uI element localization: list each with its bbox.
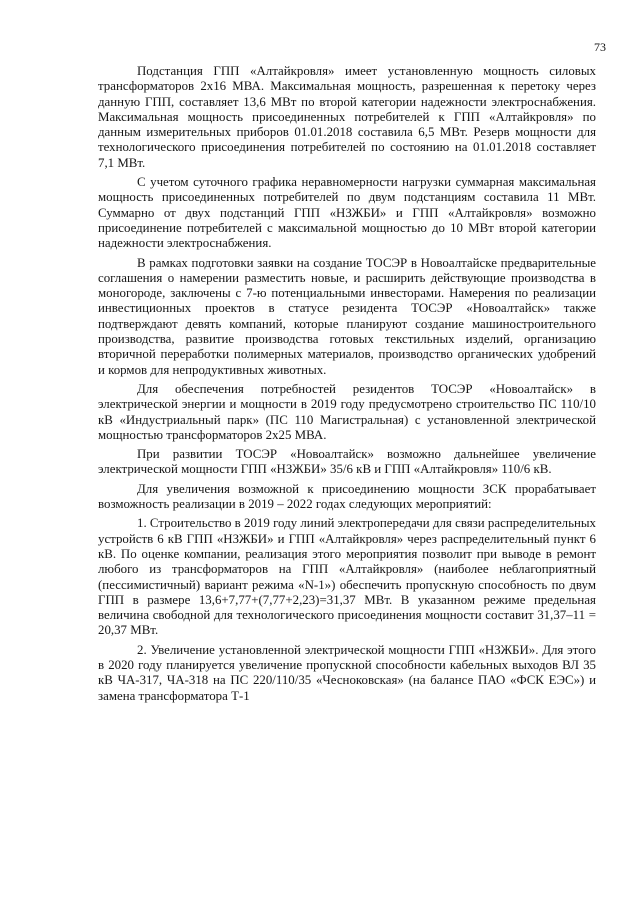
paragraph-measure-1: 1. Строительство в 2019 году линий электропередачи для связи распределительных устройств 6 кВ ГПП «НЗЖБИ» и ГПП «Алтайкровля» через распределительный пункт 6 кВ. По оценке компании, реализация этого мероприятия позволит при выводе в ремонт любого из трансформаторов на ГПП «Алтайкровля» (наиболее неблагоприятный (пессимистичный) вариант режима «N-1») обеспечить пропускную способность по двум ГПП в размере 13,6+7,77+(7,77+2,23)=31,37 МВт. В указанном режиме предельная величина свободной для технологического присоединения мощности составит 31,37–11 = 20,37 МВт. [98, 516, 596, 638]
paragraph-zsk-measures-intro: Для увеличения возможной к присоединению мощности ЗСК прорабатывает возможность реализации в 2019 – 2022 годах следующих мероприятий: [98, 481, 596, 512]
paragraph-substation-altaikrovlya: Подстанция ГПП «Алтайкровля» имеет установленную мощность силовых трансформаторов 2х16 МВА. Максимальная мощность, разрешенная к перетоку через данную ГПП, составляет 13,6 МВт по второй категории надежности электроснабжения. Максимальная мощность присоединенных потребителей к ГПП «Алтайкровля» по данным измерительных приборов 01.01.2018 составила 6,5 МВт. Резерв мощности для технологического присоединения потребителей по состоянию на 01.01.2018 составляет 7,1 МВт. [98, 64, 596, 170]
page-number: 73 [594, 40, 606, 54]
document-body [98, 64, 596, 708]
paragraph-daily-load: С учетом суточного графика неравномерности нагрузки суммарная максимальная мощность присоединенных потребителей по двум подстанциям составила 11 МВт. Суммарно от двух подстанций ГПП «НЗЖБИ» и ГПП «Алтайкровля» возможно присоединение потребителей с максимальной мощностью до 10 МВт второй категории надежности электроснабжения. [98, 175, 596, 251]
paragraph-tosar-application: В рамках подготовки заявки на создание ТОСЭР в Новоалтайске предварительные соглашения о намерении разместить новые, и расширить действующие производства в моногороде, заключены с 7-ю потенциальными инвесторами. Намерения по реализации инвестиционных проектов в статусе резидента ТОСЭР «Новоалтайск» также подтверждают девять компаний, которые планируют создание машиностроительного производства, развитие производства готовых текстильных изделий, организацию вторичной переработки полимерных материалов, производство органических удобрений и кормов для непродуктивных животных. [98, 255, 596, 377]
paragraph-further-increase: При развитии ТОСЭР «Новоалтайск» возможно дальнейшее увеличение электрической мощности ГПП «НЗЖБИ» 35/6 кВ и ГПП «Алтайкровля» 110/6 кВ. [98, 447, 596, 477]
paragraph-residents-supply: Для обеспечения потребностей резидентов ТОСЭР «Новоалтайск» в электрической энергии и мощности в 2019 году предусмотрено строительство ПС 110/10 кВ «Индустриальный парк» (ПС 110 Магистральная) с установленной электрической мощностью трансформаторов 2х25 МВА. [98, 381, 596, 442]
paragraph-measure-2: 2. Увеличение установленной электрической мощности ГПП «НЗЖБИ». Для этого в 2020 году планируется увеличение пропускной способности кабельных выходов ВЛ 35 кВ ЧА-317, ЧА-318 на ПС 220/110/35 «Чесноковская» (на балансе ПАО «ФСК ЕЭС») и замена трансформатора Т-1 [98, 642, 596, 703]
